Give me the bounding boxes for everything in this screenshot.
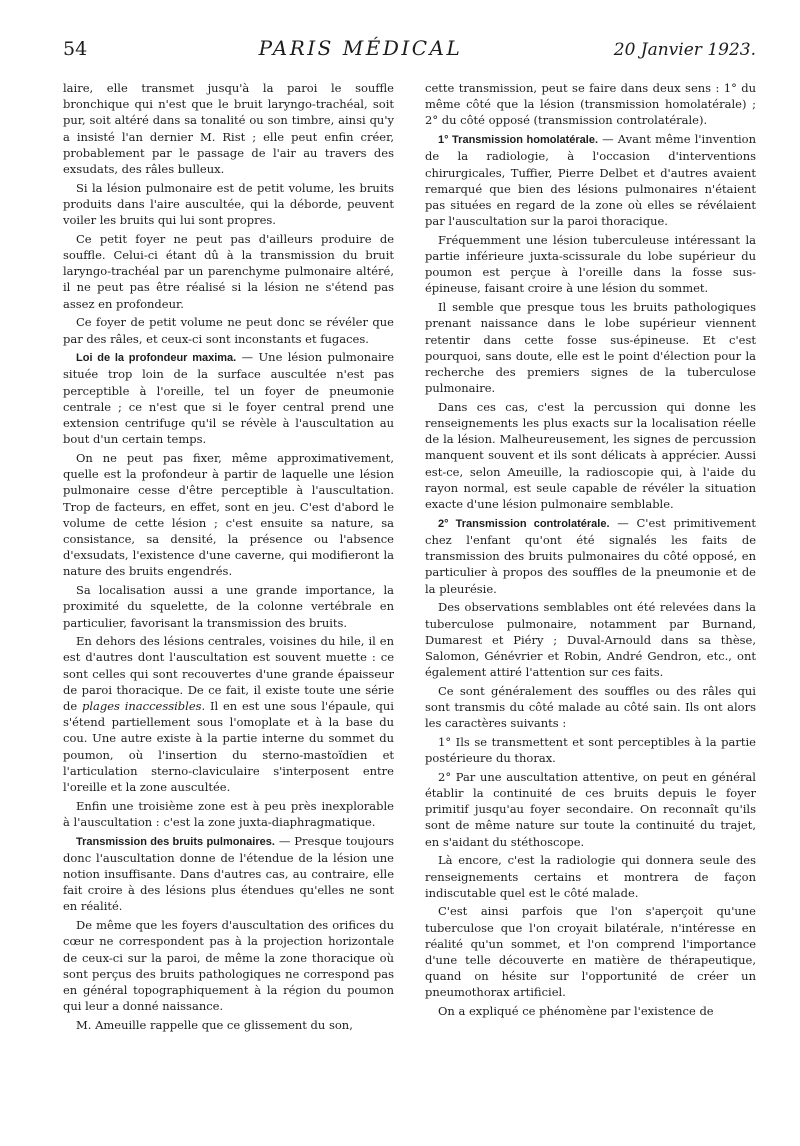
paragraph: Sa localisation aussi a une grande importance, la proximité du squelette, de la colonne vertébrale en particulier, favorisant la transmission des bruits.: [63, 583, 394, 630]
paragraph: laire, elle transmet jusqu'à la paroi le souffle bronchique qui n'est que le bruit laryngo-trachéal, soit pur, soit altéré dans sa tonalité ou son timbre, ainsi qu'y a insisté l'an dernier M. Rist ; elle peut enfin créer, probablement par le passage de l'air au travers des exsudats, des râles bulleux.: [63, 81, 394, 177]
paragraph: Là encore, c'est la radiologie qui donnera seule des renseignements certains et montrera de façon indiscutable quel est le côté malade.: [425, 853, 756, 900]
paragraph: Enfin une troisième zone est à peu près inexplorable à l'auscultation : c'est la zone juxta-diaphragmatique.: [63, 798, 394, 829]
paragraph: Ce sont généralement des souffles ou des râles qui sont transmis du côté malade au côté sain. Ils ont alors les caractères suivants :: [425, 683, 756, 731]
left-column: [63, 80, 394, 1036]
paragraph: [425, 131, 756, 229]
paragraph-text: — Avant même l'invention de la radiologie, à l'occasion d'interventions chirurgicales, Tuffier, Pierre Delbet et d'autres avaient remarqué que bien des lésions pulmonaires n'étaient pas situées en regard de la zone où elles se révélaient par l'auscultation sur la paroi thoracique.: [425, 132, 756, 229]
paragraph: cette transmission, peut se faire dans deux sens : 1° du même côté que la lésion (transmission homolatérale) ; 2° du côté opposé (transmission controlatérale).: [425, 81, 756, 128]
italic-term: plages inaccessibles.: [81, 699, 206, 714]
paragraph: On ne peut pas fixer, même approximativement, quelle est la profondeur à partir de laquelle une lésion pulmonaire cesse d'être perceptible à l'auscultation. Trop de facteurs, en effet, sont en jeu. C'est d'abord le volume de cette lésion ; c'est ensuite sa nature, sa consistance, sa densité, la présence ou l'absence d'exsudats, l'existence d'une caverne, qui modifieront la nature des bruits engendrés.: [63, 450, 394, 579]
section-heading: Loi de la profondeur maxima.: [76, 352, 237, 365]
paragraph: On a expliqué ce phénomène par l'existence de: [438, 1004, 714, 1019]
paragraph: C'est ainsi parfois que l'on s'aperçoit qu'une tuberculose que l'on croyait bilatérale, n'intéresse en réalité qu'un sommet, et l'on comprend l'importance d'une telle découverte en matière de thérapeutique, quand on hésite sur l'opportunité de créer un pneumothorax artificiel.: [425, 904, 756, 1000]
paragraph: De même que les foyers d'auscultation des orifices du cœur ne correspondent pas à la projection horizontale de ceux-ci sur la paroi, de même la zone thoracique où sont perçus des bruits pathologiques ne correspond pas en général topographiquement à la région du poumon qui leur a donné naissance.: [63, 918, 394, 1014]
right-column: [425, 80, 756, 1036]
paragraph: Fréquemment une lésion tuberculeuse intéressant la partie inférieure juxta-scissurale du lobe supérieur du poumon est perçue à l'oreille dans la fosse sus-épineuse, faisant croire à une lésion du sommet.: [425, 232, 756, 296]
paragraph: Dans ces cas, c'est la percussion qui donne les renseignements les plus exacts sur la localisation réelle de la lésion. Malheureusement, les signes de percussion manquent souvent et ils sont délicats à apprécier. Aussi est-ce, selon Ameuille, la radioscopie qui, à l'aide du rayon normal, est seule capable de révéler la situation exacte d'une lésion pulmonaire semblable.: [425, 399, 756, 512]
paragraph: M. Ameuille rappelle que ce glissement du son,: [76, 1017, 353, 1032]
paragraph-text: — Presque toujours donc l'auscultation donne de l'étendue de la lésion une notion insuffisante. Dans d'autres cas, au contraire, elle fait croire à des lésions plus étendues qu'elles ne sont en réalité.: [63, 833, 394, 914]
journal-title: PARIS MÉDICAL: [258, 36, 463, 60]
section-heading: 1° Transmission homolatérale.: [438, 134, 599, 147]
paragraph: Il semble que presque tous les bruits pathologiques prenant naissance dans le lobe supérieur viennent retentir dans cette fosse sus-épineuse. Et c'est pourquoi, sans doute, elle est le point d'élection pour la recherche des premiers signes de la tuberculose pulmonaire.: [425, 300, 756, 396]
paragraph: [425, 515, 756, 597]
paragraph: 2° Par une auscultation attentive, on peut en général établir la continuité de ces bruits depuis le foyer primitif jusqu'au foyer secondaire. On reconnaît qu'ils sont de même nature sur toute la continuité du trajet, en s'aidant du stéthoscope.: [425, 769, 756, 849]
paragraph: Si la lésion pulmonaire est de petit volume, les bruits produits dans l'aire auscultée, qui la déborde, peuvent voiler les bruits qui lui sont propres.: [63, 180, 394, 228]
section-heading: 2° Transmission controlatérale.: [438, 517, 610, 530]
paragraph-text: — Une lésion pulmonaire située trop loin de la surface auscultée n'est pas perceptible à l'oreille, tel un foyer de pneumonie centrale ; ce n'est que si le foyer central prend une extension centrifuge qu'il se révèle à l'auscultation au bout d'un certain temps.: [63, 350, 395, 447]
paragraph: [63, 833, 394, 915]
section-heading: Transmission des bruits pulmonaires.: [76, 835, 275, 848]
paragraph-text: — C'est primitivement chez l'enfant qu'ont été signalés les faits de transmission des bruits pulmonaires du côté opposé, en particulier à propos des souffles de la pneumonie et de la pleurésie.: [425, 515, 756, 596]
paragraph: Des observations semblables ont été relevées dans la tuberculose pulmonaire, notamment par Burnand, Dumarest et Piéry ; Duval-Arnould dans sa thèse, Salomon, Génévrier et Robin, André Gendron, etc., ont également attiré l'attention sur ces faits.: [425, 600, 756, 680]
paragraph: [63, 349, 394, 447]
paragraph: [63, 633, 394, 795]
page-header: [63, 36, 756, 70]
paragraph: Ce foyer de petit volume ne peut donc se révéler que par des râles, et ceux-ci sont inconstants et fugaces.: [63, 315, 394, 346]
paragraph-text: En dehors des lésions centrales, voisines du hile, il en est d'autres dont l'auscultation est souvent muette : ce sont celles qui sont recouvertes d'une grande épaisseur de paroi thoracique. De ce fait, il existe toute une série de: [63, 634, 394, 714]
paragraph-text: Il en est une sous l'épaule, qui s'étend partiellement sous l'omoplate et à la base du cou. Une autre existe à la partie interne du sommet du poumon, où l'insertion du sterno-mastoïdien et l'articulation sterno-claviculaire s'interposent entre l'oreille et la zone auscultée.: [63, 699, 394, 795]
issue-date: 20 Janvier 1923.: [613, 40, 756, 60]
paragraph: 1° Ils se transmettent et sont perceptibles à la partie postérieure du thorax.: [425, 734, 756, 766]
paragraph: Ce petit foyer ne peut pas d'ailleurs produire de souffle. Celui-ci étant dû à la transmission du bruit laryngo-trachéal par un parenchyme pulmonaire altéré, il ne peut pas être réalisé si la lésion ne s'étend pas assez en profondeur.: [63, 231, 394, 311]
two-column-body: [63, 80, 756, 1036]
page-number: 54: [63, 38, 88, 60]
